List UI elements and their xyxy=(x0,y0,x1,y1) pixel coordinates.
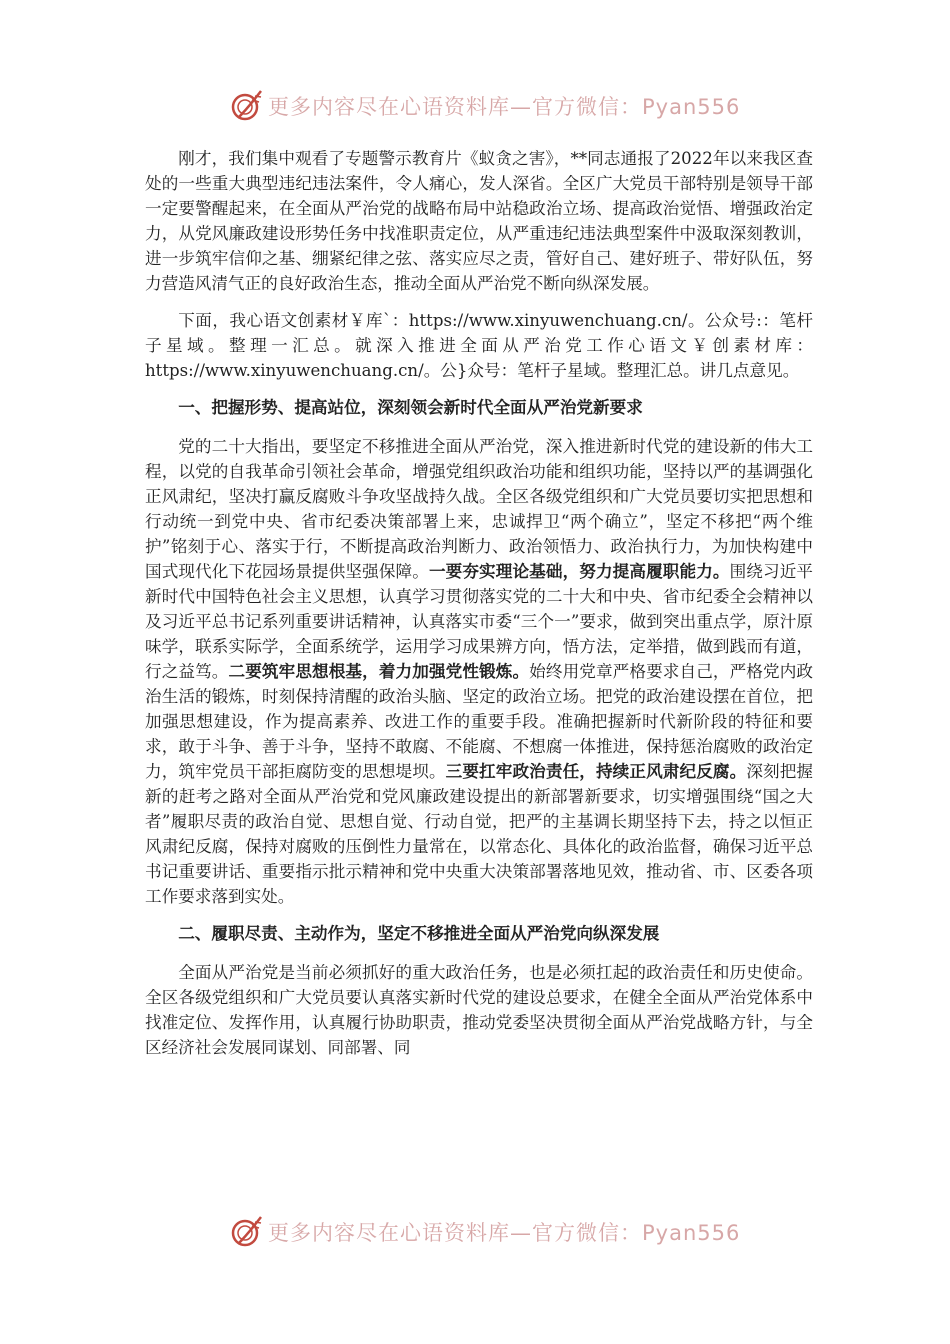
feather-seal-logo xyxy=(228,88,264,124)
point-1-bold: 一要夯实理论基础，努力提高履职能力。 xyxy=(428,561,730,581)
watermark-text: 更多内容尽在心语资料库—官方微信：Pyan556 xyxy=(268,95,741,119)
header-watermark-banner xyxy=(228,86,740,126)
point-3-bold: 三要扛牢政治责任，持续正风肃纪反腐。 xyxy=(445,761,747,781)
paragraph-intro: 刚才，我们集中观看了专题警示教育片《蚁贪之害》，**同志通报了2022年以来我区查处的一些重大典型违纪违法案件，令人痛心，发人深省。全区广大党员干部特别是领导干部一定要警醒起来，在全面从严治党的战略布局中站稳政治立场、提高政治觉悟、增强政治定力，从党风廉政建设形势任务中找准职责定位，从严重违纪违法典型案件中汲取深刻教训，进一步筑牢信仰之基、绷紧纪律之弦、落实应尽之责，管好自己、建好班子、带好队伍，努力营造风清气正的良好政治生态，推动全面从严治党不断向纵深发展。 xyxy=(145,149,813,293)
section-1-text-b: 围绕习近平新时代中国特色社会主义思想，认真学习贯彻落实党的二十大和中央、省市纪委全会精神以及习近平总书记系列重要讲话精神，认真落实市委“三个一”要求，做到突出重点学，原汁原味学，联系实际学，全面系统学，运用学习成果辨方向，悟方法，定举措，做到践而有道，行之益笃。 xyxy=(145,562,814,681)
section-heading-2: 二、履职尽责、主动作为，坚定不移推进全面从严治党向纵深发展 xyxy=(178,923,660,943)
paragraph-outline: 下面，我心语文创素材￥库`：https://www.xinyuwenchuang.cn/。公众号:：笔杆子星域。整理一汇总。就深入推进全面从严治党工作心语文￥创素材库：https://www.xinyuwenchuang.cn/。公}众号：笔杆子星域。整理汇总。讲几点意见。 xyxy=(145,311,813,380)
footer-watermark-banner xyxy=(228,1212,740,1252)
point-2-bold: 二要筑牢思想根基，着力加强党性锻炼。 xyxy=(228,661,530,681)
document-body xyxy=(145,146,813,1072)
feather-seal-logo xyxy=(228,1214,264,1250)
section-1-text-c: 始终用党章严格要求自己，严格党内政治生活的锻炼，时刻保持清醒的政治头脑、坚定的政治立场。把党的政治建设摆在首位，把加强思想建设，作为提高素养、改进工作的重要手段。准确把握新时代新阶段的特征和要求，敢于斗争、善于斗争，坚持不敢腐、不能腐、不想腐一体推进，保持惩治腐败的政治定力，筑牢党员干部拒腐防变的思想堤坝。 xyxy=(145,662,814,781)
watermark-text: 更多内容尽在心语资料库—官方微信：Pyan556 xyxy=(268,1221,741,1245)
section-1-text-d: 深刻把握新的赶考之路对全面从严治党和党风廉政建设提出的新部署新要求，切实增强围绕“国之大者”履职尽责的政治自觉、思想自觉、行动自觉，把严的主基调长期坚持下去，持之以恒正风肃纪反腐，保持对腐败的压倒性力量常在，以常态化、具体化的政治监督，确保习近平总书记重要讲话、重要指示批示精神和党中央重大决策部署落地见效，推动省、市、区委各项工作要求落到实处。 xyxy=(145,762,814,906)
paragraph-section-1 xyxy=(145,434,813,909)
paragraph-section-2: 全面从严治党是当前必须抓好的重大政治任务，也是必须扛起的政治责任和历史使命。全区各级党组织和广大党员要认真落实新时代党的建设总要求，在健全全面从严治党体系中找准定位、发挥作用，认真履行协助职责，推动党委坚决贯彻全面从严治党战略方针，与全区经济社会发展同谋划、同部署、同 xyxy=(145,963,813,1057)
section-heading-1: 一、把握形势、提高站位，深刻领会新时代全面从严治党新要求 xyxy=(178,397,643,417)
section-1-text-a: 党的二十大指出，要坚定不移推进全面从严治党，深入推进新时代党的建设新的伟大工程，以党的自我革命引领社会革命，增强党组织政治功能和组织功能，坚持以严的基调强化正风肃纪，坚决打赢反腐败斗争攻坚战持久战。全区各级党组织和广大党员要切实把思想和行动统一到党中央、省市纪委决策部署上来，忠诚捍卫“两个确立”，坚定不移把“两个维护”铭刻于心、落实于行，不断提高政治判断力、政治领悟力、政治执行力，为加快构建中国式现代化下花园场景提供坚强保障。 xyxy=(145,437,813,581)
